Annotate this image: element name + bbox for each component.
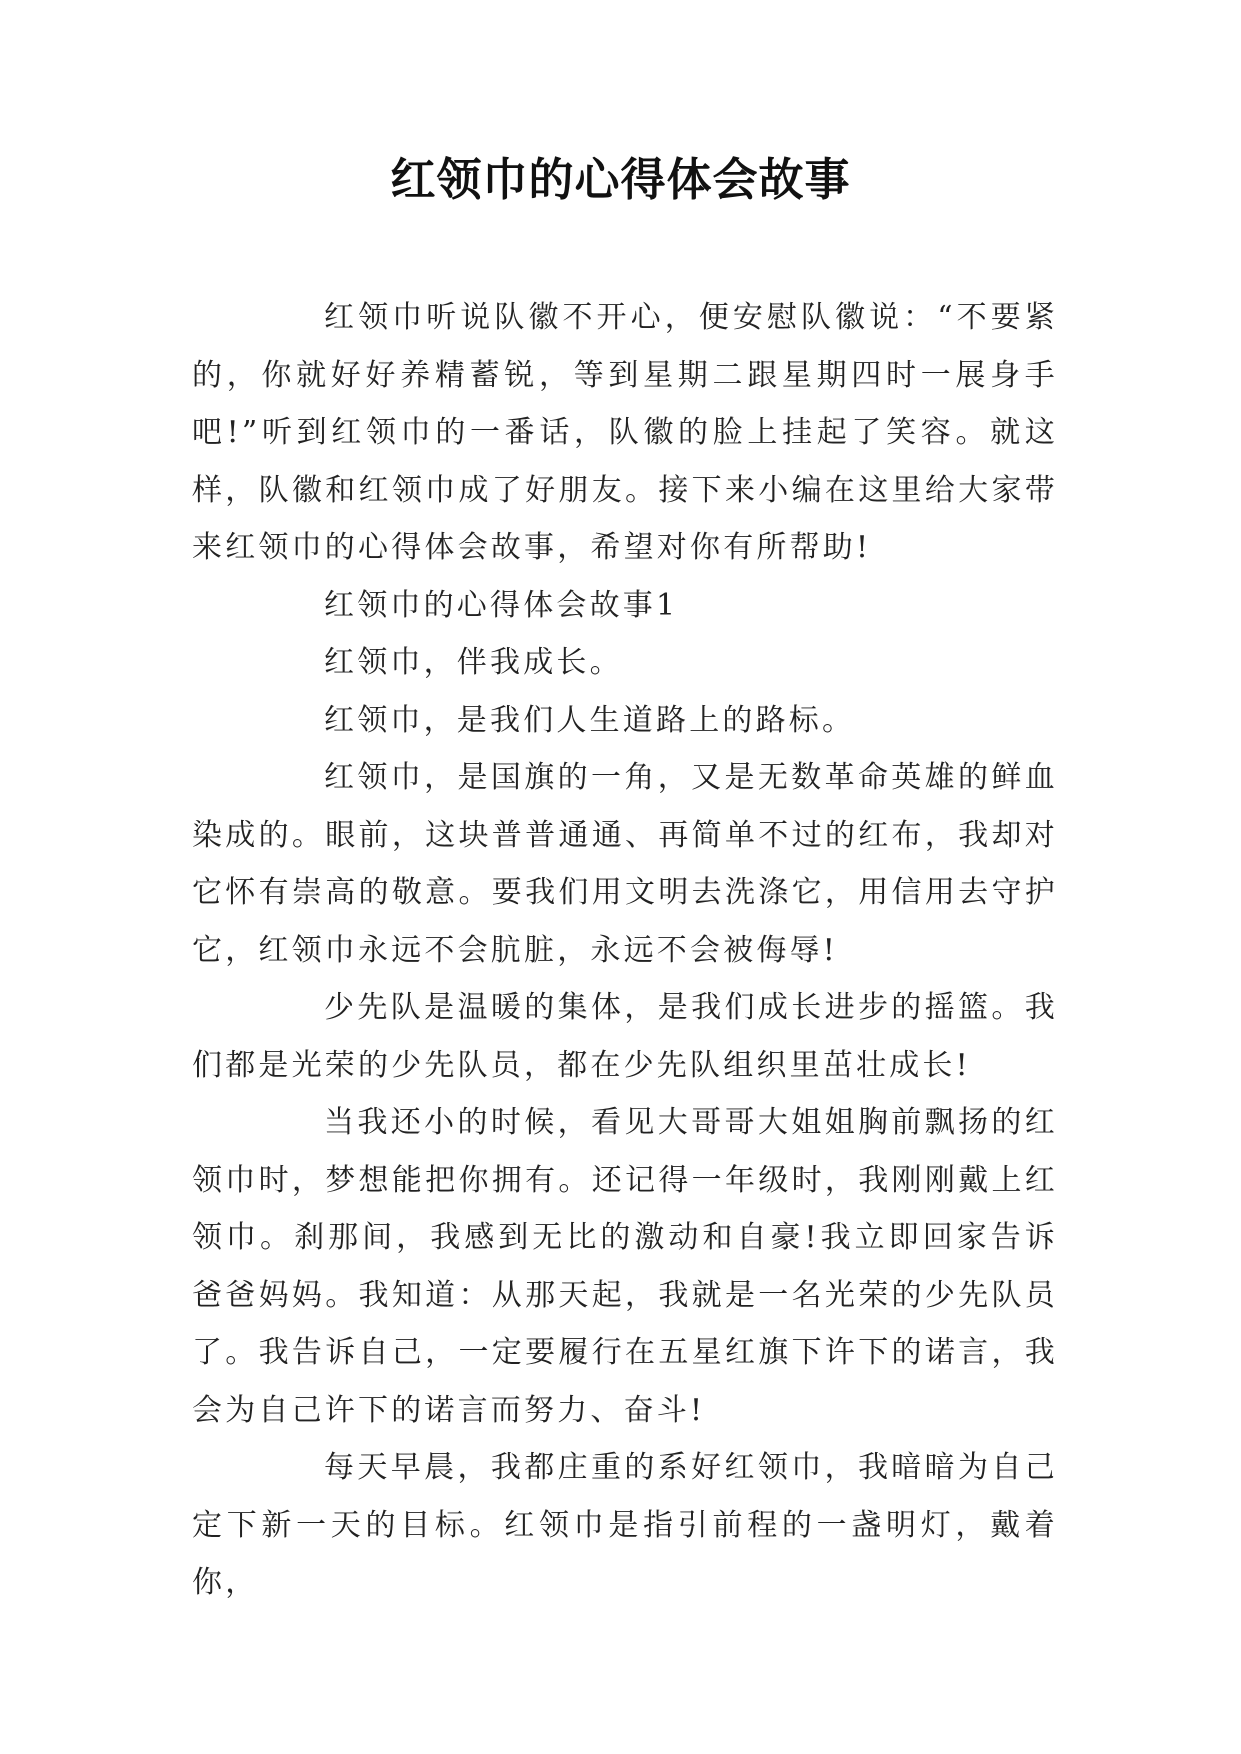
paragraph: 红领巾，是我们人生道路上的路标。 xyxy=(324,702,856,738)
paragraph: 每天早晨，我都庄重的系好红领巾，我暗暗为自己定下新一天的目标。红领巾是指引前程的一盏明灯，戴着你， xyxy=(192,1450,1058,1600)
paragraph: 红领巾，伴我成长。 xyxy=(324,645,623,680)
paragraph: 少先队是温暖的集体，是我们成长进步的摇篮。我们都是光荣的少先队员，都在少先队组织里茁壮成长! xyxy=(192,990,1058,1083)
document-body xyxy=(192,289,1058,1612)
document-title: 红领巾的心得体会故事 xyxy=(390,153,851,206)
paragraph-intro: 红领巾听说队徽不开心，便安慰队徽说：“不要紧的，你就好好养精蓄锐，等到星期二跟星期四时一展身手吧!”听到红领巾的一番话，队徽的脸上挂起了笑容。就这样，队徽和红领巾成了好朋友。接下来小编在这里给大家带来红领巾的心得体会故事，希望对你有所帮助! xyxy=(192,300,1058,565)
section-heading: 红领巾的心得体会故事1 xyxy=(324,587,679,623)
paragraph: 当我还小的时候，看见大哥哥大姐姐胸前飘扬的红领巾时，梦想能把你拥有。还记得一年级时，我刚刚戴上红领巾。刹那间，我感到无比的激动和自豪!我立即回家告诉爸爸妈妈。我知道：从那天起，我就是一名光荣的少先队员了。我告诉自己，一定要履行在五星红旗下许下的诺言，我会为自己许下的诺言而努力、奋斗! xyxy=(192,1105,1058,1428)
paragraph: 红领巾，是国旗的一角，又是无数革命英雄的鲜血染成的。眼前，这块普普通通、再简单不过的红布，我却对它怀有崇高的敬意。要我们用文明去洗涤它，用信用去守护它，红领巾永远不会肮脏，永远不会被侮辱! xyxy=(192,760,1058,968)
